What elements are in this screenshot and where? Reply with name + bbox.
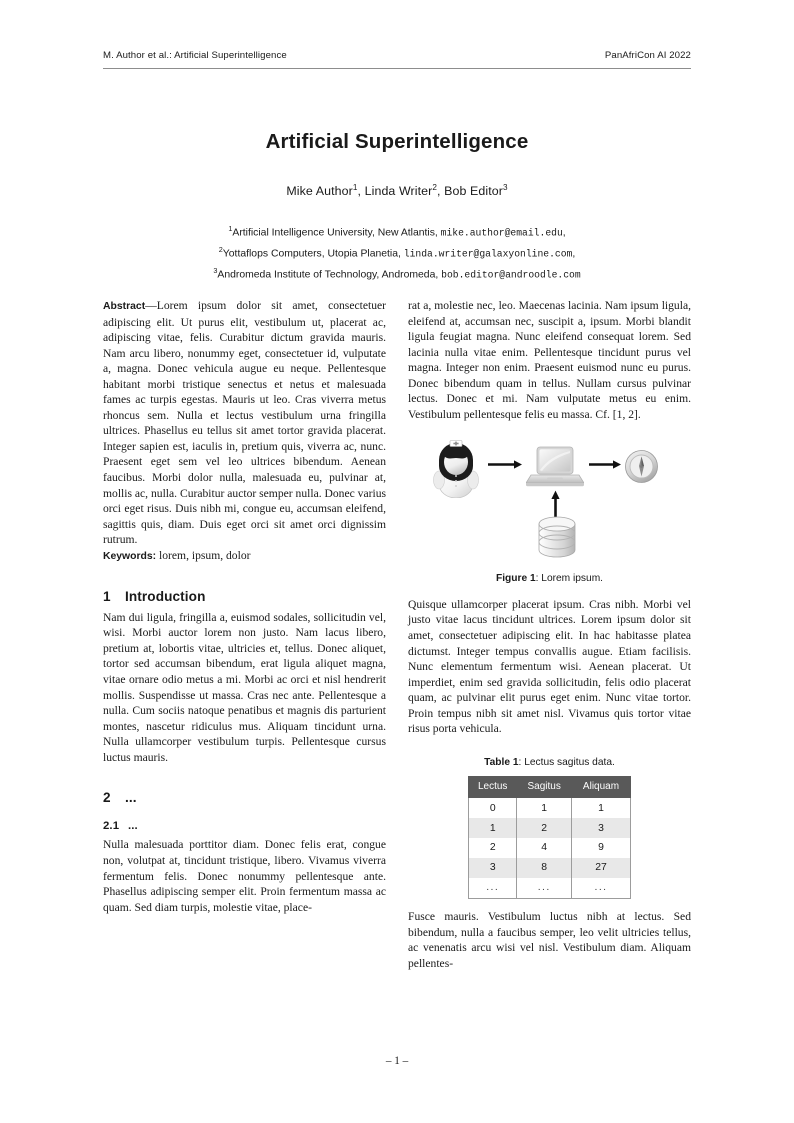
table-cell: 1 [469, 818, 517, 838]
keywords-text: lorem, ipsum, dolor [156, 548, 251, 562]
affiliation-text: Andromeda Institute of Technology, Andromeda, [217, 269, 442, 281]
subsection-title: ... [128, 819, 138, 832]
table-caption [408, 755, 691, 771]
arrow-person-to-laptop-icon [488, 460, 522, 469]
affiliation-item [103, 221, 691, 242]
table-cell: 0 [469, 798, 517, 818]
compass-icon [625, 450, 658, 483]
table-caption-separator: : [518, 756, 525, 768]
running-head-right: PanAfriCon AI 2022 [604, 50, 691, 61]
affiliation-mark: 2 [218, 245, 223, 255]
table-cell: 3 [571, 818, 630, 838]
section-number: 1 [103, 589, 111, 605]
running-head-left: M. Author et al.: Artificial Superintelligence [103, 50, 287, 61]
table-row [469, 838, 631, 858]
running-head [103, 50, 691, 61]
keywords-label: Keywords: [103, 550, 157, 562]
laptop-icon [526, 446, 584, 490]
table-cell: 3 [469, 858, 517, 878]
table-row [469, 878, 631, 898]
author-affil-mark: 2 [432, 183, 438, 192]
section-heading-2 [103, 790, 386, 806]
data-table [468, 776, 631, 899]
keywords-paragraph [103, 548, 386, 565]
table-cell: 1 [571, 798, 630, 818]
author-affil-mark: 1 [352, 183, 358, 192]
figure-1 [408, 438, 691, 587]
running-head-rule [103, 68, 691, 69]
after-figure-paragraph: Quisque ullamcorper placerat ipsum. Cras nibh. Morbi vel justo vitae lacus tincidunt ultrices. Lorem ipsum dolor sit amet, consectetuer adipiscing elit. In hac habitasse platea dictumst. Integer tempus convallis augue. Etiam facilisis. Nunc elementum fermentum wisi. Aenean placerat. Ut imperdiet, enim sed gravida sollicitudin, felis odio placerat quam, ac pulvinar elit purus eget enim. Nunc vitae tortor. Proin tempus nibh sit amet nisl. Vivamus quis tortor vitae risus porta vehicula. [408, 597, 691, 736]
subsection-body: Nulla malesuada porttitor diam. Donec felis erat, congue non, volutpat at, tincidunt tristique, libero. Vivamus viverra fermentum felis. Donec nonummy pellentesque ante. Phasellus adipiscing semper elit. Proin fermentum massa ac quam. Sed diam turpis, molestie vitae, place- [103, 838, 386, 914]
table-cell: ... [469, 878, 517, 898]
column-left [103, 298, 386, 915]
affiliation-item [103, 263, 691, 284]
table-cell: 4 [517, 838, 572, 858]
table-cell: 9 [571, 838, 630, 858]
right-continuation-paragraph: rat a, molestie nec, leo. Maecenas lacinia. Nam ipsum ligula, eleifend at, accumsan nec, suscipit a, ipsum. Morbi blandit ligula feugiat magna. Nunc eleifend consequat lorem. Sed lacinia nulla vitae enim. Pellentesque tincidunt purus vel magna. Integer non enim. Praesent euismod nunc eu purus. Donec bibendum quam in tellus. Nullam cursus pulvinar lectus. Donec et mi. Nam vulputate metus eu enim. Vestibulum pellentesque felis eu massa. Cf. [1, 2]. [408, 299, 691, 421]
author-name: Linda Writer [364, 184, 433, 199]
table-1 [408, 755, 691, 899]
section-heading-introduction [103, 589, 386, 605]
table-header-row [469, 776, 631, 798]
section-title: ... [125, 790, 137, 806]
affiliation-mark: 3 [213, 266, 218, 276]
figure-caption [408, 571, 691, 587]
subsection-number: 2.1 [103, 819, 120, 832]
table-cell: ... [571, 878, 630, 898]
title-block [103, 130, 691, 284]
table-row [469, 798, 631, 818]
table-caption-label: Table 1 [484, 756, 519, 768]
affiliation-text: Yottaflops Computers, Utopia Planetia, [222, 248, 404, 260]
affiliation-tail: , [572, 248, 576, 260]
figure-canvas [408, 438, 691, 565]
database-icon [536, 516, 578, 558]
affiliation-mark: 1 [228, 224, 233, 234]
affiliation-email: mike.author@email.edu [440, 227, 563, 239]
subsection-heading-2-1 [103, 819, 386, 835]
table-cell: ... [517, 878, 572, 898]
author-name: Mike Author [286, 184, 353, 199]
abstract-paragraph [103, 298, 386, 548]
table-cell: 2 [469, 838, 517, 858]
affiliation-email: linda.writer@galaxyonline.com [403, 248, 573, 260]
page-title: Artificial Superintelligence [265, 130, 529, 153]
table-column-header: Aliquam [571, 776, 630, 798]
table-column-header: Lectus [469, 776, 517, 798]
table-cell: 2 [517, 818, 572, 838]
figure-caption-label: Figure 1 [495, 573, 536, 585]
table-column-header: Sagitus [517, 776, 572, 798]
affiliation-text: Artificial Intelligence University, New Atlantis, [232, 227, 441, 239]
table-cell: 1 [517, 798, 572, 818]
author-affil-mark: 3 [503, 183, 508, 192]
page-number: – 1 – [385, 1055, 409, 1067]
section-number: 2 [103, 790, 111, 806]
arrow-laptop-to-compass-icon [589, 460, 621, 469]
abstract-dash: — [145, 299, 157, 312]
person-figure-icon [430, 440, 482, 498]
abstract-text: Lorem ipsum dolor sit amet, consectetuer adipiscing elit. Ut purus elit, vestibulum ut, placerat ac, adipiscing vitae, felis. Curabitur dictum gravida mauris. Nam arcu libero, nonummy eget, consectetuer id, vulputate a, magna. Donec vehicula augue eu neque. Pellentesque habitant morbi tristique senectus et netus et malesuada fames ac turpis egestas. Mauris ut leo. Cras viverra metus rhoncus sem. Nulla et lectus vestibulum urna fringilla ultrices. Phasellus eu tellus sit amet tortor gravida placerat. Integer sapien est, iaculis in, pretium quis, viverra ac, nunc. Praesent eget sem vel leo ultrices bibendum. Aenean faucibus. Morbi dolor nulla, malesuada eu, pulvinar at, mollis ac, nulla. Curabitur auctor semper nulla. Donec varius orci eget risus. Duis nibh mi, congue eu, accumsan eleifend, sagittis quis, diam. Duis eget orci sit amet orci dignissim rutrum. [103, 299, 386, 547]
author-name: Bob Editor [444, 184, 503, 199]
arrow-database-to-laptop-icon [551, 490, 560, 518]
figure-caption-separator: : [535, 573, 542, 585]
table-row [469, 858, 631, 878]
affiliation-list [103, 221, 691, 284]
table-cell: 8 [517, 858, 572, 878]
introduction-body: Nam dui ligula, fringilla a, euismod sodales, sollicitudin vel, wisi. Morbi auctor lorem non justo. Nam lacus libero, pretium at, lobortis vitae, ultricies et, tellus. Donec aliquet, tortor sed accumsan bibendum, erat ligula aliquet magna, vitae ornare odio metus a mi. Morbi ac orci et nisl hendrerit mollis. Suspendisse ut massa. Cras nec ante. Pellentesque a nulla. Cum sociis natoque penatibus et magnis dis parturient montes, nascetur ridiculus mus. Aliquam tincidunt urna. Nulla ullamcorper vestibulum turpis. Pellentesque cursus luctus mauris. [103, 610, 386, 764]
author-separator: , [357, 184, 365, 199]
affiliation-email: bob.editor@androodle.com [441, 269, 581, 281]
section-title: Introduction [125, 589, 206, 605]
author-separator: , [437, 184, 445, 199]
after-table-paragraph: Fusce mauris. Vestibulum luctus nibh at lectus. Sed bibendum, nulla a faucibus semper, leo velit ultricies tellus, ac venenatis arcu wisi vel nisl. Vestibulum diam. Aliquam pellentes- [408, 910, 691, 970]
affiliation-tail: , [562, 227, 566, 239]
abstract-label: Abstract [103, 301, 146, 312]
table-cell: 27 [571, 858, 630, 878]
column-right [408, 298, 691, 971]
author-list [103, 183, 691, 198]
affiliation-item [103, 242, 691, 263]
table-row [469, 818, 631, 838]
figure-caption-text: Lorem ipsum. [541, 573, 604, 585]
table-caption-text: Lectus sagitus data. [524, 756, 615, 768]
